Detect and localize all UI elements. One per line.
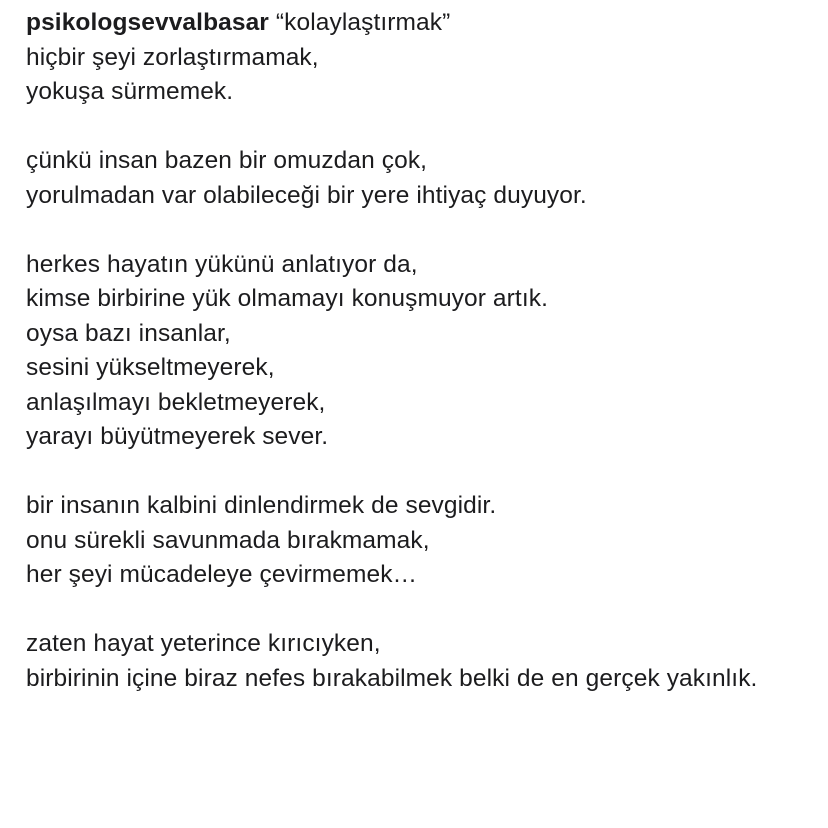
caption-stanza-1 bbox=[26, 6, 816, 110]
caption-line: her şeyi mücadeleye çevirmemek… bbox=[26, 561, 418, 588]
caption-stanza-3 bbox=[26, 248, 816, 455]
caption-line: yokuşa sürmemek. bbox=[26, 78, 234, 105]
caption-line bbox=[26, 6, 816, 41]
caption-line: birbirinin içine biraz nefes bırakabilmek belki de en gerçek yakınlık. bbox=[26, 664, 758, 692]
caption-stanza-4 bbox=[26, 489, 816, 593]
post-caption bbox=[26, 6, 816, 696]
caption-line: sesini yükseltmeyerek, bbox=[26, 354, 275, 381]
caption-line: herkes hayatın yükünü anlatıyor da, bbox=[26, 250, 418, 278]
username-link[interactable]: psikologsevvalbasar bbox=[26, 9, 269, 36]
caption-stanza-2 bbox=[26, 144, 816, 213]
caption-line: oysa bazı insanlar, bbox=[26, 319, 231, 347]
caption-line: hiçbir şeyi zorlaştırmamak, bbox=[26, 43, 319, 71]
caption-line: zaten hayat yeterince kırıcıyken, bbox=[26, 630, 381, 657]
caption-title: “kolaylaştırmak” bbox=[275, 9, 451, 36]
caption-line: onu sürekli savunmada bırakmamak, bbox=[26, 526, 430, 554]
caption-line: yarayı büyütmeyerek sever. bbox=[26, 423, 329, 450]
caption-line: çünkü insan bazen bir omuzdan çok, bbox=[26, 147, 428, 174]
caption-line: yorulmadan var olabileceği bir yere ihtiyaç duyuyor. bbox=[26, 181, 587, 209]
caption-line: bir insanın kalbini dinlendirmek de sevgidir. bbox=[26, 492, 497, 519]
caption-line: kimse birbirine yük olmamayı konuşmuyor artık. bbox=[26, 285, 548, 312]
caption-stanza-5 bbox=[26, 627, 816, 696]
caption-line: anlaşılmayı bekletmeyerek, bbox=[26, 388, 326, 416]
